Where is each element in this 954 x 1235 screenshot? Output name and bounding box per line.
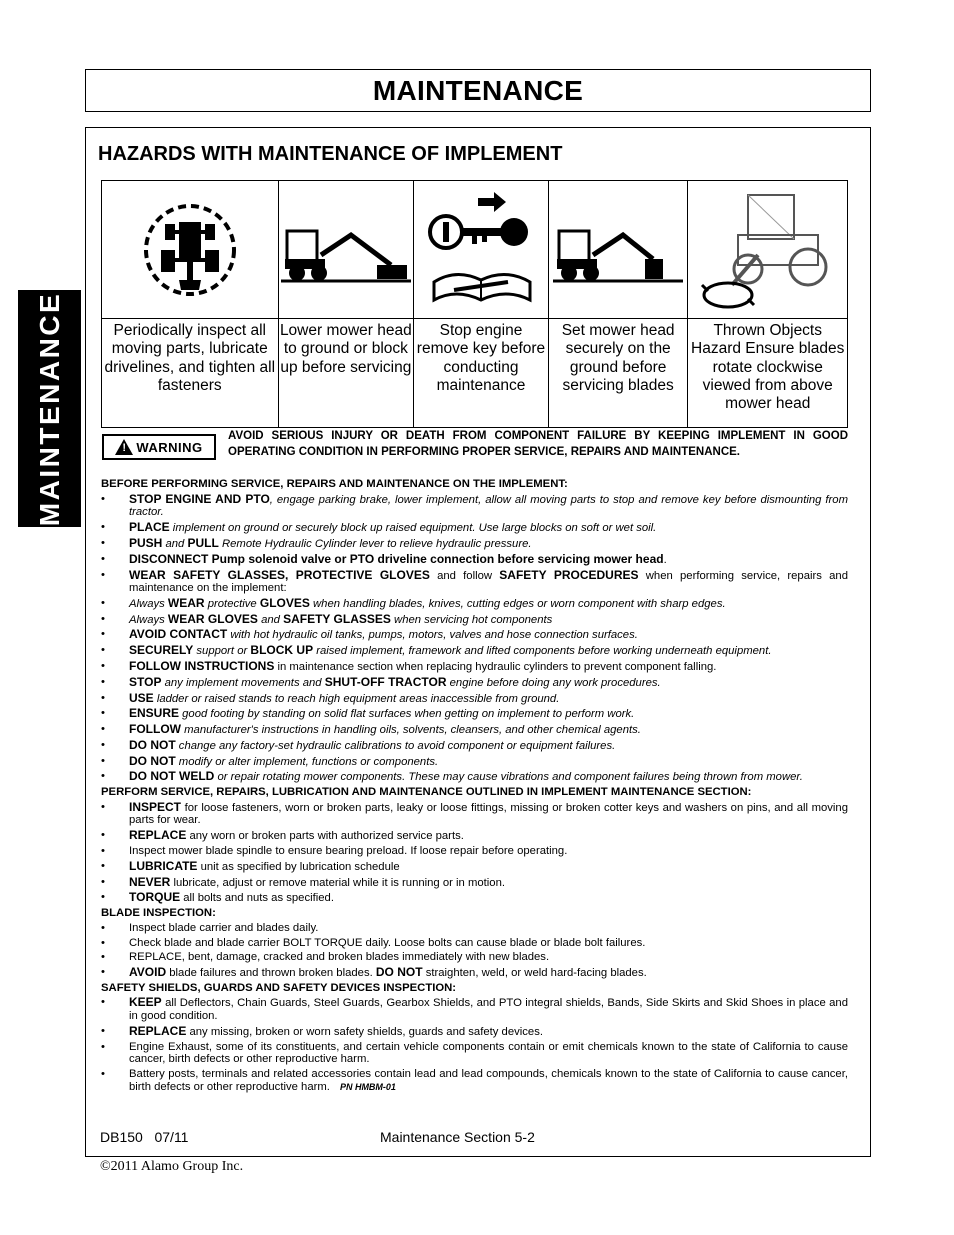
bullet-text: straighten, weld, or weld hard-facing blades. [422, 967, 647, 980]
before-heading: BEFORE PERFORMING SERVICE, REPAIRS AND MAINTENANCE ON THE IMPLEMENT: [101, 478, 568, 490]
copyright: ©2011 Alamo Group Inc. [100, 1159, 244, 1174]
bullet-item [101, 755, 848, 769]
bullet-item [101, 770, 848, 784]
bullet-text: DISCONNECT Pump solenoid valve or PTO driveline connection before servicing mower head [129, 551, 664, 566]
bullet-text: SAFETY GLASSES [283, 611, 391, 626]
bullet-item [101, 966, 848, 980]
thrown-objects-tractor-icon [688, 181, 847, 319]
bullet-text: PUSH [129, 535, 163, 550]
bullet-text: modify or alter implement, functions or components. [175, 755, 439, 768]
bullet-text: DO NOT [375, 965, 423, 980]
bullet-item [101, 644, 848, 658]
bullet-item [101, 801, 848, 827]
bullet-text: protective [204, 597, 260, 610]
bullet-item [101, 876, 848, 890]
bullet-item [101, 493, 848, 519]
section-title: HAZARDS WITH MAINTENANCE OF IMPLEMENT [98, 143, 563, 165]
instructions [101, 476, 848, 1093]
bullet-item [101, 922, 848, 935]
bullet-item [101, 628, 848, 642]
bullet-item [101, 707, 848, 721]
bullet-item [101, 845, 848, 858]
bullet-text: WEAR GLOVES [167, 611, 258, 626]
blade-list [101, 922, 848, 980]
page-header [85, 69, 871, 112]
bullet-text: PULL [187, 535, 219, 550]
shields-heading: SAFETY SHIELDS, GUARDS AND SAFETY DEVICES INSPECTION: [101, 981, 457, 994]
bullet-text: Always [129, 597, 168, 610]
bullet-text: Always [129, 613, 168, 626]
bullet-text: when handling blades, knives, cutting edges or worn component with sharp edges. [309, 597, 726, 610]
bullet-text: KEEP [129, 995, 162, 1010]
bullet-text: lubricate, adjust or remove material while it is running or in motion. [170, 876, 506, 889]
bullet-text: DO NOT [129, 753, 176, 768]
hazard-panel-2 [279, 181, 415, 427]
warning-text: AVOID SERIOUS INJURY OR DEATH FROM COMPONENT FAILURE BY KEEPING IMPLEMENT IN GOOD OPERATING CONDITION IN PERFORMING PROPER SERVICE, REPAIRS AND MAINTENANCE. [228, 430, 848, 458]
perform-list [101, 801, 848, 905]
bullet-item [101, 553, 848, 567]
side-tab [18, 290, 81, 527]
bullet-text: DO NOT WELD [129, 769, 215, 784]
bullet-text: STOP ENGINE AND PTO [129, 491, 270, 506]
bullet-text: INSPECT [129, 799, 182, 814]
hazard-caption: Set mower head securely on the ground before servicing blades [561, 322, 675, 394]
stop-engine-key-icon [414, 181, 548, 319]
bullet-text: TORQUE [129, 890, 181, 905]
bullet-text: ladder or raised stands to reach high equipment areas inaccessible from ground. [153, 692, 560, 705]
bullet-item [101, 613, 848, 627]
bullet-text: BLOCK UP [250, 643, 314, 658]
bullet-text: manufacturer's instructions in handling oils, solvents, cleansers, and other chemical agents. [180, 724, 641, 737]
hazard-caption: Thrown Objects Hazard Ensure blades rotate clockwise viewed from above mower head [691, 322, 845, 413]
bullet-text: DO NOT [129, 737, 176, 752]
bullet-text: change any factory-set hydraulic calibrations to avoid component or equipment failures. [175, 739, 616, 752]
bullet-item [101, 660, 848, 674]
bullet-text: GLOVES [259, 595, 310, 610]
bullet-item [101, 597, 848, 611]
warning-triangle-icon [115, 439, 133, 455]
warning-badge [102, 434, 216, 460]
bullet-item [101, 676, 848, 690]
bullet-text: AVOID CONTACT [129, 627, 228, 642]
bullet-item [101, 829, 848, 843]
bullet-item [101, 723, 848, 737]
header-title: MAINTENANCE [372, 75, 584, 106]
bullet-text: and [162, 537, 188, 550]
bullet-text: when servicing hot components [390, 613, 553, 626]
bullet-text: REPLACE [129, 1023, 187, 1038]
bullet-text: USE [129, 690, 154, 705]
bullet-item [101, 1041, 848, 1066]
bullet-text: Inspect blade carrier and blades daily. [129, 921, 319, 934]
bullet-item [101, 569, 848, 595]
bullet-text: unit as specified by lubrication schedule [197, 860, 400, 873]
bullet-item [101, 739, 848, 753]
part-number: PN HMBM-01 [339, 1081, 396, 1092]
hazard-panel-4 [549, 181, 689, 427]
bullet-text: all Deflectors, Chain Guards, Steel Guards, Gearbox Shields, and PTO integral shields, Bands, Side Skirts and Skid Shoes in place and in good condition. [129, 997, 848, 1023]
bullet-text: SAFETY PROCEDURES [499, 567, 639, 582]
bullet-text: STOP [129, 674, 162, 689]
hazard-panel-3 [414, 181, 549, 427]
bullet-text: when performing service, repairs and maintenance on the implement: [129, 569, 848, 595]
bullet-item [101, 951, 848, 964]
bullet-text: SECURELY [129, 643, 194, 658]
bullet-text: . [663, 553, 667, 566]
bullet-text: blade failures and thrown broken blades. [166, 967, 376, 980]
bullet-text: AVOID [129, 965, 167, 980]
bullet-text: any missing, broken or worn safety shields, guards and safety devices. [186, 1025, 544, 1038]
bullet-text: and follow [429, 569, 500, 582]
bullet-text: any worn or broken parts with authorized service parts. [186, 830, 464, 843]
bullet-text: raised implement, framework and lifted components before working underneath equipment. [313, 645, 772, 658]
blade-heading: BLADE INSPECTION: [101, 906, 216, 919]
hazard-panel-1 [102, 181, 279, 427]
bullet-text: FOLLOW INSTRUCTIONS [129, 659, 275, 673]
bullet-text: WEAR SAFETY GLASSES, PROTECTIVE GLOVES [129, 567, 430, 582]
hazard-caption: Periodically inspect all moving parts, lubricate drivelines, and tighten all fasteners [104, 322, 276, 394]
bullet-text: FOLLOW [129, 722, 181, 737]
bullet-item [101, 996, 848, 1022]
tractor-moving-parts-icon [102, 181, 278, 319]
bullet-text: Inspect mower blade spindle to ensure bearing preload. If loose repair before operating. [129, 845, 568, 857]
bullet-text: or repair rotating mower components. These may cause vibrations and component failures being thrown from mower. [214, 771, 803, 784]
bullet-text: in maintenance section when replacing hydraulic cylinders to prevent component falling. [274, 661, 717, 673]
bullet-text: Battery posts, terminals and related accessories contain lead and lead compounds, chemicals known to the state of California to cause cancer, birth defects or other reproductive harm. [129, 1067, 848, 1093]
bullet-text: Check blade and blade carrier BOLT TORQUE daily. Loose bolts can cause blade or blade bolt failures. [129, 936, 646, 949]
bullet-item [101, 1025, 848, 1039]
hazard-panel-5 [688, 181, 847, 427]
bullet-text: REPLACE, bent, damage, cracked and broken blades immediately with new blades. [129, 951, 550, 964]
bullet-text: PLACE [129, 520, 170, 535]
bullet-text: Remote Hydraulic Cylinder lever to relieve hydraulic pressure. [218, 537, 532, 550]
bullet-item [101, 937, 848, 950]
bullet-text: Engine Exhaust, some of its constituents, and certain vehicle components contain or emit chemicals known to the state of California to cause cancer, birth defects or other reproductive harm. [129, 1040, 848, 1066]
bullet-text: all bolts and nuts as specified. [180, 892, 334, 905]
warning-block [101, 428, 848, 460]
hazard-caption: Stop engine remove key before conducting maintenance [416, 322, 546, 394]
bullet-text: implement on ground or securely block up raised equipment. Use large blocks on soft or wet soil. [169, 522, 657, 535]
bullet-text: SHUT-OFF TRACTOR [324, 674, 447, 689]
doc-id: DB150 07/11 [100, 1129, 189, 1145]
bullet-text: with hot hydraulic oil tanks, pumps, motors, valves and hose connection surfaces. [227, 629, 638, 642]
bullet-text: ENSURE [129, 706, 180, 721]
bullet-text: and [257, 613, 284, 626]
bullet-item [101, 692, 848, 706]
mower-head-lowered-icon [279, 181, 414, 319]
side-tab-label: MAINTENANCE [33, 291, 65, 526]
before-list [101, 493, 848, 784]
bullet-text: any implement movements and [161, 676, 325, 689]
bullet-text: NEVER [129, 874, 171, 889]
bullet-item [101, 537, 848, 551]
bullet-text: good footing by standing on solid flat surfaces when getting on implement to perform work. [179, 708, 635, 721]
mower-head-ground-icon [549, 181, 688, 319]
bullet-item [101, 891, 848, 905]
bullet-text: LUBRICATE [129, 858, 198, 873]
bullet-text: , engage parking brake, lower implement, allow all moving parts to stop and remove key before dismounting from tractor. [129, 493, 848, 519]
warning-badge-label: WARNING [136, 439, 203, 455]
hazard-caption: Lower mower head to ground or block up before servicing [279, 322, 412, 376]
hazard-panels [101, 180, 848, 428]
bullet-text: support or [193, 645, 251, 658]
bullet-text: for loose fasteners, worn or broken parts, leaky or loose fittings, missing or broken cotter keys and washers on pins, and all moving parts for wear. [129, 801, 848, 827]
page-number: Maintenance Section 5-2 [380, 1129, 535, 1145]
bullet-item [101, 860, 848, 874]
shields-list [101, 996, 848, 1093]
bullet-item [101, 1068, 848, 1093]
bullet-text: REPLACE [129, 828, 187, 843]
bullet-text: engine before doing any work procedures. [446, 676, 661, 689]
perform-heading: PERFORM SERVICE, REPAIRS, LUBRICATION AND MAINTENANCE OUTLINED IN IMPLEMENT MAINTENANCE SECTION: [101, 786, 752, 799]
bullet-text: WEAR [167, 595, 205, 610]
bullet-item [101, 521, 848, 535]
